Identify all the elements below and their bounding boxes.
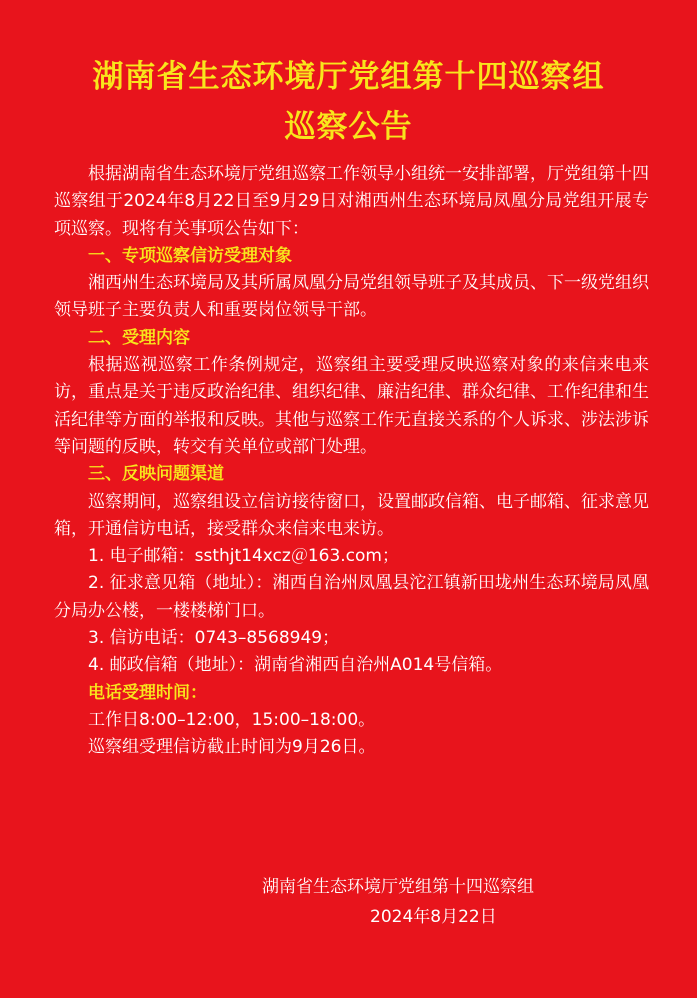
section-heading-phone-hours: 电话受理时间： [88, 682, 207, 703]
section-heading-content: 二、受理内容 [88, 327, 190, 348]
phone-hours: 工作日8:00–12:00，15:00–18:00。 [88, 709, 376, 730]
content-paragraph: 根据巡视巡察工作条例规定，巡察组主要受理反映巡察对象的来信来电来访，重点是关于违反政治纪律、组织纪律、廉洁纪律、群众纪律、工作纪律和生活纪律等方面的举报和反映。其他与巡察工作无直接关系的个人诉求、涉法涉诉等问题的反映，转交有关单位或部门处理。 [54, 355, 649, 457]
signature-date: 2024年8月22日 [370, 907, 497, 927]
channel-suggestion-box: 2. 征求意见箱（地址）：湘西自治州凤凰县沱江镇新田垅州生态环境局凤凰分局办公楼，一楼楼梯门口。 [54, 573, 649, 621]
announcement-subtitle: 巡察公告 [284, 109, 413, 145]
signature-organization: 湖南省生态环境厅党组第十四巡察组 [262, 877, 534, 897]
channel-email: 1. 电子邮箱：ssthjt14xcz＠163.com； [88, 546, 399, 567]
deadline-paragraph: 巡察组受理信访截止时间为9月26日。 [88, 737, 376, 758]
channel-phone: 3. 信访电话：0743–8568949； [88, 628, 340, 649]
channels-paragraph: 巡察期间，巡察组设立信访接待窗口，设置邮政信箱、电子邮箱、征求意见箱，开通信访电话，接受群众来信来电来访。 [54, 491, 649, 539]
section-heading-targets: 一、专项巡察信访受理对象 [88, 245, 292, 266]
announcement-title: 湖南省生态环境厅党组第十四巡察组 [92, 59, 605, 95]
announcement-body [54, 161, 649, 762]
section-heading-channels: 三、反映问题渠道 [88, 464, 224, 485]
intro-paragraph: 根据湖南省生态环境厅党组巡察工作领导小组统一安排部署，厅党组第十四巡察组于2024年8月22日至9月29日对湘西州生态环境局凤凰分局党组开展专项巡察。现将有关事项公告如下： [54, 164, 649, 239]
targets-paragraph: 湘西州生态环境局及其所属凤凰分局党组领导班子及其成员、下一级党组织领导班子主要负责人和重要岗位领导干部。 [54, 273, 649, 321]
signature-block [250, 872, 610, 932]
channel-postal-box: 4. 邮政信箱（地址）：湖南省湘西自治州A014号信箱。 [88, 655, 503, 676]
